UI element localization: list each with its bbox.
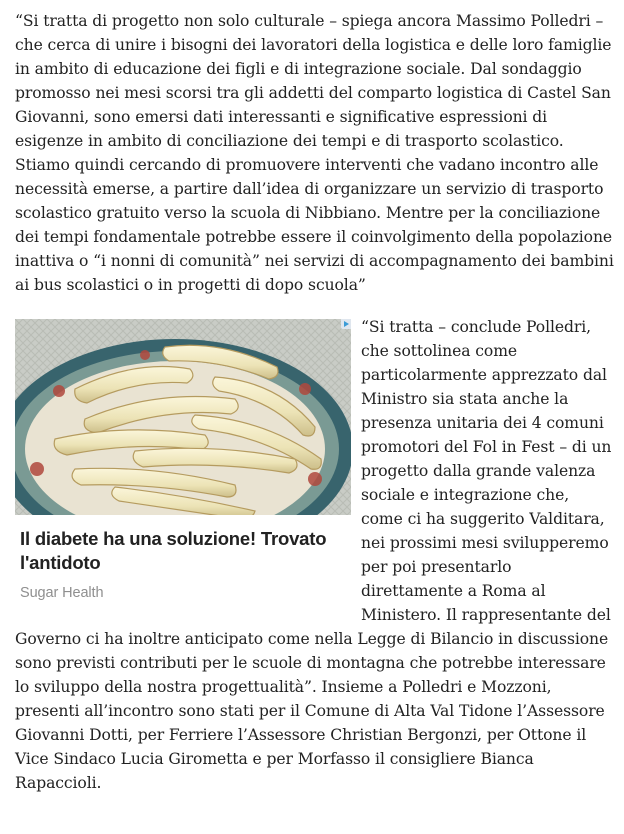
peeled-bananas-plate-image[interactable]: [15, 319, 351, 515]
article-paragraph-2: “Si tratta – conclude Polledri, che sottolinea come particolarmente apprezzato dal Ministro sia stata anche la presenza unitaria dei 4 comuni promotori del Fol in Fest – di un progetto dalla grande valenza sociale e integrazione che, come ci ha suggerito Valditara, nei prossimi mesi svilupperemo per poi presentarlo direttamente a Roma al Ministero. Il rappresentante del Governo ci ha inoltre anticipato come nella Legge di Bilancio in discussione sono previsti contributi per le scuole di montagna che potrebbe interessare lo sviluppo della nostra progettualità”. Insieme a Polledri e Mozzoni, presenti all’incontro sono stati per il Comune di Alta Val Tidone l’Assessore Giovanni Dotti, per Ferriere l’Assessore Christian Bergonzi, per Ottone il Vice Sindaco Lucia Girometta e per Morfasso il consigliere Bianca Rapaccioli.: [15, 318, 612, 792]
article-paragraph-1: “Si tratta di progetto non solo culturale – spiega ancora Massimo Polledri – che cerca di unire i bisogni dei lavoratori della logistica e delle loro famiglie in ambito di educazione dei figli e di integrazione sociale. Dal sondaggio promosso nei mesi scorsi tra gli addetti del comparto logistica di Castel San Giovanni, sono emersi dati interessanti e significative espressioni di esigenze in ambito di conciliazione dei tempi e di trasporto scolastico. Stiamo quindi cercando di promuovere interventi che vadano incontro alle necessità emerse, a partire dall’idea di organizzare un servizio di trasporto scolastico gratuito verso la scuola di Nibbiano. Mentre per la conciliazione dei tempi fondamentale potrebbe essere il coinvolgimento della popolazione inattiva o “i nonni di comunità” nei servizi di accompagnamento dei bambini ai bus scolastici o in progetti di dopo scuola”: [15, 12, 614, 294]
ad-headline[interactable]: Il diabete ha una soluzione! Trovato l'antidoto: [20, 528, 327, 573]
sponsored-ad[interactable]: [15, 319, 351, 623]
adchoices-icon[interactable]: [341, 319, 351, 329]
ad-source[interactable]: Sugar Health: [20, 585, 104, 601]
article-body: [15, 9, 615, 795]
